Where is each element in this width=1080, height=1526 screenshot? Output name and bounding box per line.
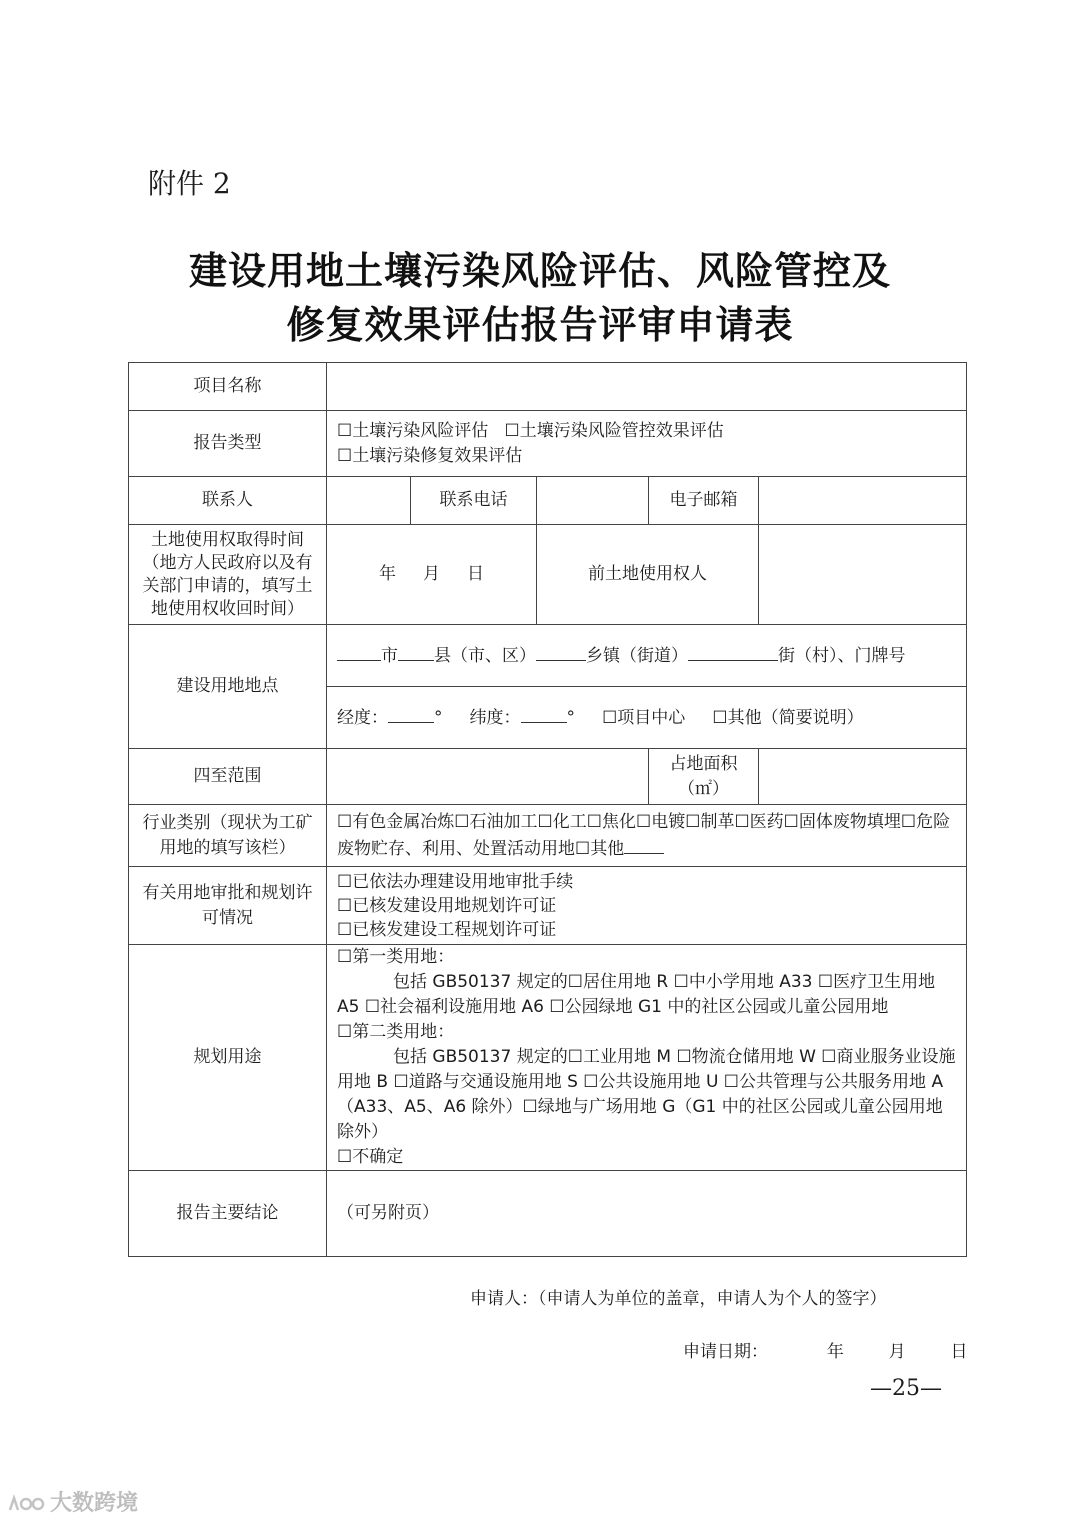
- approval-options: [327, 867, 967, 945]
- city-blank[interactable]: [337, 642, 381, 661]
- conclusion-note: （可另附页）: [337, 1203, 439, 1223]
- boundary-field[interactable]: [327, 749, 649, 805]
- conclusion-field[interactable]: [327, 1171, 967, 1257]
- row-boundary: [129, 749, 967, 805]
- project-name-field[interactable]: [327, 363, 967, 411]
- industry-checkboxes[interactable]: ☐有色金属冶炼☐石油加工☐化工☐焦化☐电镀☐制革☐医药☐固体废物填埋☐危险废物贮存、利用、处置活动用地☐其他: [337, 811, 951, 859]
- watermark-text: 大数跨境: [50, 1491, 139, 1516]
- former-user-label: 前土地使用权人: [537, 525, 759, 625]
- email-field[interactable]: [759, 477, 967, 525]
- row-project-name: [129, 363, 967, 411]
- approval-land-permit-checkbox[interactable]: ☐已核发建设用地规划许可证: [337, 895, 557, 916]
- apply-month: 月: [888, 1342, 906, 1362]
- longitude-degree: °: [434, 708, 443, 728]
- title-line-2: 修复效果评估报告评审申请表: [286, 302, 794, 347]
- industry-other-blank[interactable]: [624, 835, 664, 854]
- town-text: 乡镇（街道）: [586, 646, 688, 666]
- title-line-1: 建设用地土壤污染风险评估、风险管控及: [188, 248, 891, 293]
- location-label: 建设用地地点: [129, 625, 327, 749]
- date-day: 日: [467, 564, 485, 584]
- row-approval: [129, 867, 967, 945]
- industry-options: [327, 805, 967, 867]
- plan-category-2-desc: 包括 GB50137 规定的☐工业用地 M ☐物流仓储用地 W ☐商业服务业设施用地 B ☐道路与交通设施用地 S ☐公共设施用地 U ☐公共管理与公共服务用地 A（A33、A5、A6 除外）☐绿地与广场用地 G（G1 中的社区公园或儿童公园用地除外）: [337, 1047, 956, 1142]
- email-label: 电子邮箱: [649, 477, 759, 525]
- former-user-field[interactable]: [759, 525, 967, 625]
- project-center-checkbox[interactable]: ☐项目中心: [602, 708, 686, 728]
- plan-category-1-checkbox[interactable]: ☐第一类用地：: [337, 947, 455, 967]
- report-type-label: 报告类型: [129, 411, 327, 477]
- county-blank[interactable]: [398, 642, 434, 661]
- plan-category-2-checkbox[interactable]: ☐第二类用地：: [337, 1022, 455, 1042]
- industry-label: 行业类别（现状为工矿用地的填写该栏）: [129, 805, 327, 867]
- row-planning: [129, 945, 967, 1171]
- approval-label: 有关用地审批和规划许可情况: [129, 867, 327, 945]
- page-number: —25—: [870, 1376, 942, 1401]
- project-name-label: 项目名称: [129, 363, 327, 411]
- row-location-address: [129, 625, 967, 687]
- plan-category-1-desc: 包括 GB50137 规定的☐居住用地 R ☐中小学用地 A33 ☐医疗卫生用地 A5 ☐社会福利设施用地 A6 ☐公园绿地 G1 中的社区公园或儿童公园用地: [337, 972, 936, 1017]
- approval-project-permit-checkbox[interactable]: ☐已核发建设工程规划许可证: [337, 919, 557, 940]
- planning-label: 规划用途: [129, 945, 327, 1171]
- plan-uncertain-checkbox[interactable]: ☐不确定: [337, 1147, 404, 1167]
- row-contact: [129, 477, 967, 525]
- row-conclusion: [129, 1171, 967, 1257]
- contact-label: 联系人: [129, 477, 327, 525]
- apply-day: 日: [950, 1342, 968, 1362]
- apply-date-line: [683, 1337, 967, 1362]
- other-brief-checkbox[interactable]: ☐其他（简要说明）: [712, 708, 864, 728]
- latitude-label: 纬度：: [469, 708, 521, 728]
- phone-label: 联系电话: [411, 477, 537, 525]
- row-report-type: [129, 411, 967, 477]
- town-blank[interactable]: [536, 642, 586, 661]
- latitude-degree: °: [566, 708, 576, 728]
- planning-options: [327, 945, 967, 1171]
- applicant-line: 申请人：（申请人为单位的盖章，申请人为个人的签字）: [470, 1289, 887, 1309]
- watermark: [6, 1486, 138, 1517]
- report-type-control-effect-checkbox[interactable]: ☐土壤污染风险管控效果评估: [504, 420, 724, 441]
- report-type-remediation-effect-checkbox[interactable]: ☐土壤污染修复效果评估: [337, 445, 523, 466]
- location-coords-field: [327, 687, 967, 749]
- county-text: 县（市、区）: [434, 646, 536, 666]
- land-time-date-field[interactable]: [327, 525, 537, 625]
- attachment-label: 附件 2: [148, 167, 231, 200]
- area-field[interactable]: [759, 749, 967, 805]
- latitude-blank[interactable]: [521, 704, 567, 723]
- street-text: 街（村）、门牌号: [778, 646, 906, 666]
- phone-field[interactable]: [537, 477, 649, 525]
- conclusion-label: 报告主要结论: [129, 1171, 327, 1257]
- land-time-label: 土地使用权取得时间（地方人民政府以及有关部门申请的，填写土地使用权收回时间）: [129, 525, 327, 625]
- contact-field[interactable]: [327, 477, 411, 525]
- area-label: 占地面积（㎡）: [649, 749, 759, 805]
- location-address-field[interactable]: [327, 625, 967, 687]
- longitude-label: 经度：: [337, 708, 388, 728]
- approval-land-checkbox[interactable]: ☐已依法办理建设用地审批手续: [337, 871, 574, 892]
- application-form-table: [128, 362, 967, 1257]
- row-land-time: [129, 525, 967, 625]
- city-text: 市: [381, 646, 398, 666]
- date-month: 月: [423, 564, 440, 584]
- boundary-label: 四至范围: [129, 749, 327, 805]
- watermark-logo-icon: [6, 1492, 46, 1516]
- date-year: 年: [378, 564, 396, 584]
- report-type-options: [327, 411, 967, 477]
- apply-date-label: 申请日期：: [683, 1342, 768, 1362]
- apply-year: 年: [826, 1342, 844, 1362]
- report-type-risk-assessment-checkbox[interactable]: ☐土壤污染风险评估: [337, 420, 489, 441]
- longitude-blank[interactable]: [388, 704, 434, 723]
- row-industry: [129, 805, 967, 867]
- street-blank[interactable]: [688, 642, 778, 661]
